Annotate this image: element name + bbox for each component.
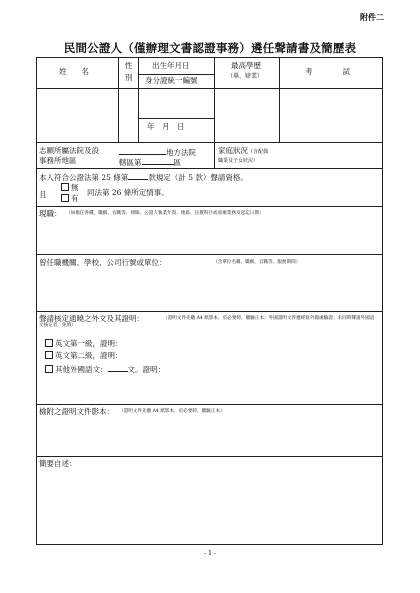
autobiography-label: 簡要自述：: [39, 459, 77, 468]
past-job-note: （含單位名稱、職稱、官職等、服務期間）: [213, 260, 301, 265]
eligibility-article-26: 同法第 26 條所定情事。: [87, 188, 169, 197]
court-label-line1: 志願所屬法院及設: [39, 146, 99, 155]
birthdate-header: 出生年月日: [152, 61, 190, 70]
sex-header-top: 性: [125, 61, 133, 70]
birthdate-format: 年 月 日: [147, 122, 185, 131]
eligibility-statement: 本人符合公證法第 25 條第 款規定（計 5 款）聲請資格。: [39, 173, 248, 182]
checkbox-none[interactable]: 無: [61, 183, 79, 193]
family-label: 家庭狀況（含配偶: [218, 146, 269, 155]
english-level1[interactable]: 英文第一級，證明：: [45, 339, 123, 349]
district-field[interactable]: 轄區第 區: [119, 158, 181, 167]
attachment-label: 附件二: [360, 12, 384, 22]
sex-header-bottom: 別: [125, 73, 133, 82]
exam-header: 考 試: [305, 67, 350, 76]
family-note: 職業及子女狀況）: [218, 158, 259, 164]
other-language[interactable]: 其他外國語文： 文。證明：: [45, 363, 165, 375]
documents-label: 檢附之證明文件影本：: [39, 407, 114, 416]
checkbox-none-box[interactable]: [61, 183, 69, 191]
application-form-table: [36, 57, 383, 545]
english-level2[interactable]: 英文第二級，證明：: [45, 351, 123, 361]
court-label-line2: 事務所地區: [39, 156, 77, 165]
article-clause-blank[interactable]: [128, 171, 148, 180]
current-job-note: （如擔任各種、職稱、官職等、律師、公證人執業年資、地區、任教科目或承辦業務及起迄日期）: [66, 211, 264, 216]
page-number: - 1 -: [204, 550, 216, 557]
id-number-header: 身分證統一編號: [145, 76, 198, 85]
checkbox-have[interactable]: 有: [61, 194, 79, 204]
eligibility-and: 且: [39, 190, 47, 199]
education-header: 最高學歷: [231, 61, 261, 70]
name-header: 姓 名: [59, 67, 89, 76]
past-job-label: 曾任職機關、學校、公司行號或單位：: [39, 258, 167, 267]
form-title: 民間公證人（僅辦理文書認證事務）遴任聲請書及簡歷表: [63, 41, 357, 55]
education-note: （畢、肄業）: [227, 73, 264, 80]
language-label: 聲請核定通曉之外文及其證明：: [39, 314, 144, 323]
checkbox-have-box[interactable]: [61, 194, 69, 202]
court-field[interactable]: 地方法院: [119, 146, 196, 158]
current-job-label: 現職：: [39, 209, 62, 218]
language-note: （證明文件先繳 A4 紙影本，於必要時，繳驗正本；外國證明文件應經駐外館處驗證；未同時聲請外國語文核定者，免填）: [39, 316, 375, 328]
documents-note: （證明文件先繳 A4 紙影本，於必要時，繳驗正本）: [119, 409, 225, 414]
